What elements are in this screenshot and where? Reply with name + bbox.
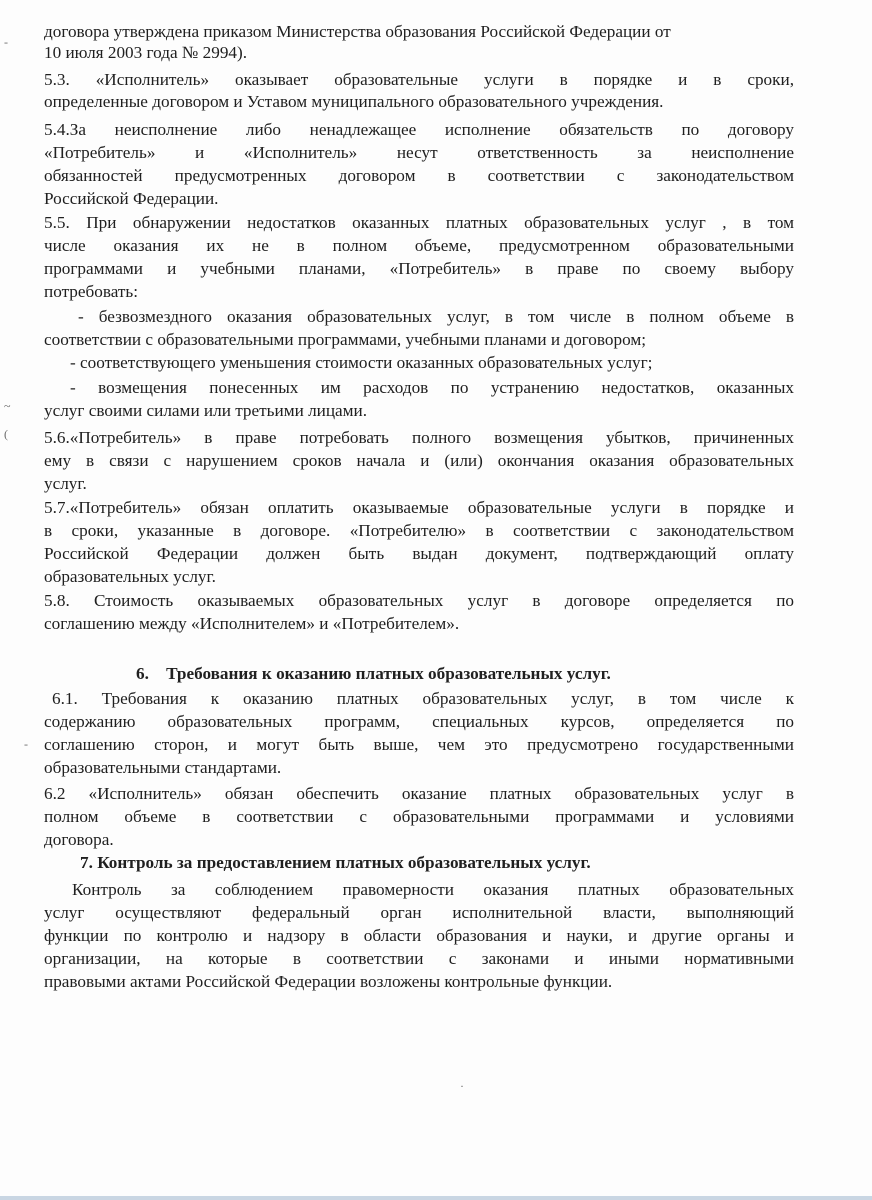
text-line: определенные договором и Уставом муниципального образовательного учреждения. <box>44 92 664 111</box>
scan-bottom-edge <box>0 1196 872 1200</box>
text-line: обязанностей предусмотренных договором в соответствии с законодательством <box>44 166 794 185</box>
text-line: числе оказания их не в полном объеме, предусмотренном образовательными <box>44 236 794 255</box>
text-line: 5.3. «Исполнитель» оказывает образовательные услуги в порядке и в сроки, <box>44 70 794 89</box>
text-line: 5.4.За неисполнение либо ненадлежащее исполнение обязательств по договору <box>44 120 794 139</box>
text-line: 5.6.«Потребитель» в праве потребовать полного возмещения убытков, причиненных <box>44 428 794 447</box>
text-line: 6.1. Требования к оказанию платных образовательных услуг, в том числе к <box>52 689 794 708</box>
text-line: Контроль за соблюдением правомерности оказания платных образовательных <box>72 880 794 899</box>
text-line: ему в связи с нарушением сроков начала и (или) окончания оказания образовательных <box>44 451 794 470</box>
text-line: соответствии с образовательными программами, учебными планами и договором; <box>44 330 646 349</box>
text-line: услуг. <box>44 474 87 493</box>
scan-mark: - <box>4 35 8 49</box>
list-item: - соответствующего уменьшения стоимости оказанных образовательных услуг; <box>70 353 653 372</box>
text-line: Российской Федерации. <box>44 189 219 208</box>
list-item: - возмещения понесенных им расходов по устранению недостатков, оказанных <box>70 378 794 397</box>
text-line: программами и учебными планами, «Потребитель» в праве по своему выбору <box>44 259 794 278</box>
text-line: соглашению между «Исполнителем» и «Потребителем». <box>44 614 460 633</box>
scan-mark: · <box>460 1079 464 1093</box>
text-line: «Потребитель» и «Исполнитель» несут ответственность за неисполнение <box>44 143 794 162</box>
scan-mark: ~ <box>4 399 11 413</box>
section-heading-6: 6. Требования к оказанию платных образовательных услуг. <box>136 664 611 683</box>
text-line: 5.8. Стоимость оказываемых образовательных услуг в договоре определяется по <box>44 591 794 610</box>
list-item: - безвозмездного оказания образовательных услуг, в том числе в полном объеме в <box>78 307 794 326</box>
text-line: соглашению сторон, и могут быть выше, чем это предусмотрено государственными <box>44 735 794 754</box>
text-line: полном объеме в соответствии с образовательными программами и условиями <box>44 807 794 826</box>
text-line: 5.5. При обнаружении недостатков оказанных платных образовательных услуг , в том <box>44 213 794 232</box>
text-line: в сроки, указанные в договоре. «Потребителю» в соответствии с законодательством <box>44 521 794 540</box>
text-line: 10 июля 2003 года № 2994). <box>44 43 248 62</box>
text-line: организации, на которые в соответствии с законами и иными нормативными <box>44 949 794 968</box>
text-line: потребовать: <box>44 282 139 301</box>
text-line: Российской Федерации должен быть выдан документ, подтверждающий оплату <box>44 544 794 563</box>
text-line: правовыми актами Российской Федерации возложены контрольные функции. <box>44 972 613 991</box>
text-line: договора. <box>44 830 114 849</box>
scan-mark: ‑ <box>24 737 28 751</box>
text-line: функции по контролю и надзору в области образования и науки, и другие органы и <box>44 926 794 945</box>
text-line: образовательными стандартами. <box>44 758 282 777</box>
text-line: договора утверждена приказом Министерства образования Российской Федерации от <box>44 22 671 41</box>
text-line: услуг осуществляют федеральный орган исполнительной власти, выполняющий <box>44 903 794 922</box>
text-line: услуг своими силами или третьими лицами. <box>44 401 368 420</box>
text-line: содержанию образовательных программ, специальных курсов, определяется по <box>44 712 794 731</box>
text-line: 6.2 «Исполнитель» обязан обеспечить оказание платных образовательных услуг в <box>44 784 794 803</box>
scan-mark: ( <box>4 427 8 441</box>
section-heading-7: 7. Контроль за предоставлением платных образовательных услуг. <box>80 853 591 872</box>
text-line: образовательных услуг. <box>44 567 216 586</box>
text-line: 5.7.«Потребитель» обязан оплатить оказываемые образовательные услуги в порядке и <box>44 498 794 517</box>
